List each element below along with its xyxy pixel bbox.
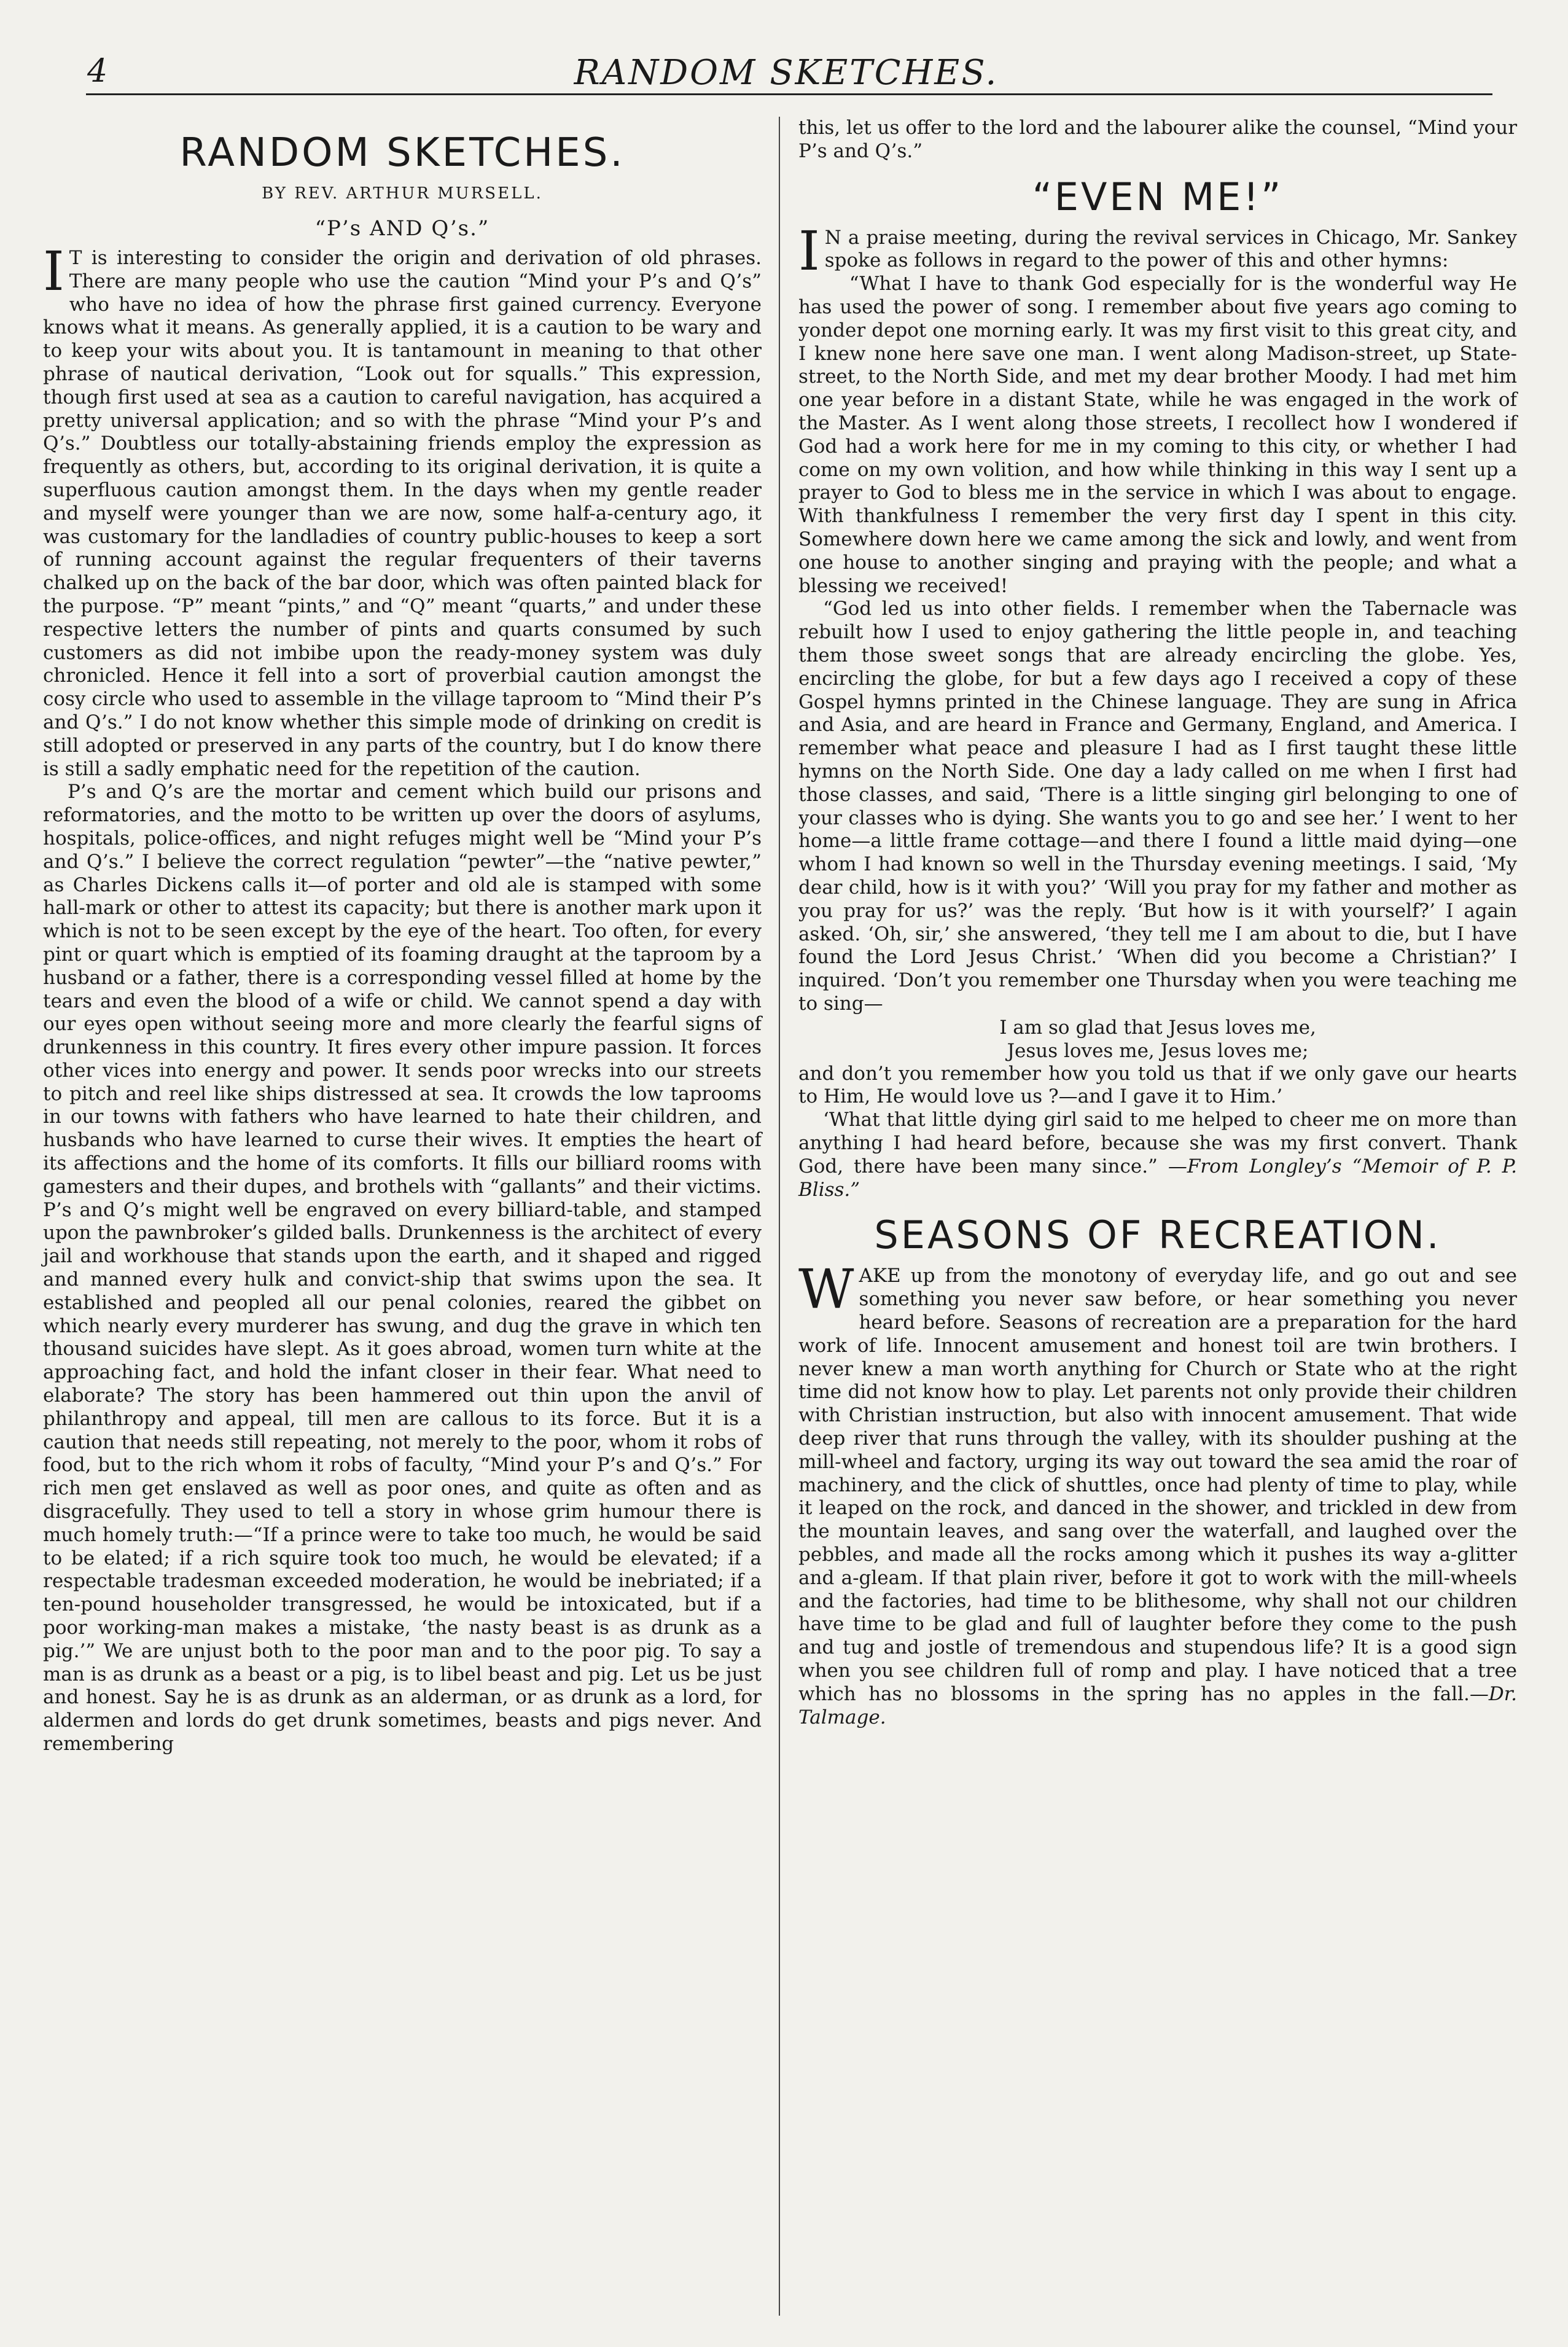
article-title-seasons-of-recreation: SEASONS OF RECREATION. [874, 1213, 1441, 1258]
paragraph [798, 1109, 1517, 1201]
page-header [43, 53, 1529, 93]
paragraph-text: N a praise meeting, during the revival services in Chicago, Mr. Sankey spoke as follows in regard to the power of this and other hymns: [824, 226, 1517, 272]
page-number: 4 [87, 53, 108, 90]
continued-paragraph: this, let us offer to the lord and the labourer alike the counsel, “Mind your P’s and Q’s.” [798, 117, 1518, 162]
right-column [798, 117, 1517, 1729]
paragraph-text: AKE up from the monotony of everyday life, and go out and see something you never saw before, or hear something you never heard before. Seasons of recreation are a preparation for the hard work of life. Innocent amusement and honest toil are twin brothers. I never knew a man worth anything for Church or State who at the right time did not know how to play. Let parents not only provide their children with Christian instruction, but also with innocent amusement. That wide deep river that runs through the valley, with its shoulder pushing at the mill-wheel and factory, urging its way out toward the sea amid the roar of machinery, and the click of shuttles, once had plenty of time to play, while it leaped on the rock, and danced in the shower, and trickled in dew from the mountain leaves, and sang over the waterfall, and laughed over the pebbles, and made all the rocks among which it pushes its way a-glitter and a-gleam. If that plain river, before it got to work with the mill-wheels and the factories, had time to be blithesome, why shall not our children have time to be glad and full of laughter before they come to the push and tug and jostle of tremendous and stupendous life? It is a good sign when you see children full of romp and play. I have noticed that a tree which has no blossoms in the spring has no apples in the fall. [798, 1265, 1517, 1705]
verse-line: I am so glad that Jesus loves me, [999, 1016, 1316, 1039]
verse-line: Jesus loves me, Jesus loves me; [1007, 1039, 1309, 1062]
byline: BY REV. ARTHUR MURSELL. [262, 184, 543, 203]
attribution: —Dr. Talmage. [798, 1682, 1517, 1728]
attribution: —From Longley’s “Memoir of P. P. Bliss.” [798, 1155, 1517, 1201]
drop-cap: W [798, 1257, 854, 1321]
article-subhead: “P’s AND Q’s.” [314, 216, 490, 241]
paragraph-text: ‘What that little dying girl said to me helped to cheer me on more than anything I had heard before, because she was my first convert. Thank God, there have been many since.” [798, 1109, 1517, 1177]
running-title: RANDOM SKETCHES. [574, 53, 999, 93]
left-column [43, 117, 762, 1756]
drop-cap: I [43, 240, 64, 303]
paragraph [798, 219, 1517, 283]
paragraph: “God led us into other fields. I remember when the Tabernacle was rebuilt how I used to enjoy gathering the little people in, and teaching them those sweet songs that are already encircling the globe. Yes, encircling the globe, for but a few days ago I received a copy of these Gospel hymns printed in the Chinese language. They are sung in Africa and Asia, and are heard in France and Germany, England, and America. I remember what peace and pleasure I had as I first taught these little hymns on the North Side. One day a lady called on me when I first had those classes, and said, ‘There is a little singing girl belonging to one of your classes who is dying. She wants you to go and see her.’ I went to her home—a little frame cottage—and there I found a little maid dying—one whom I had known so well in the Thursday evening meetings. I said, ‘My dear child, how is it with you?’ ‘Will you pray for my father and mother as you pray for us?’ was the reply. ‘But how is it with yourself?’ I again asked. ‘Oh, sir,’ she answered, ‘they tell me I am about to die, but I have found the Lord Jesus Christ.’ ‘When did you become a Christian?’ I inquired. ‘Don’t you remember one Thursday when you were teaching me to sing— [798, 598, 1517, 1015]
column-divider [779, 117, 780, 2316]
article-title-even-me: “EVEN ME!” [1032, 174, 1284, 219]
paragraph: and don’t you remember how you told us that if we only gave our hearts to Him, He would love us ?—and I gave it to Him.’ [798, 1062, 1517, 1108]
header-rule [86, 93, 1492, 95]
drop-cap: I [798, 219, 820, 283]
paragraph: “What I have to thank God especially for is the wonderful way He has used the power of song. I remember about five years ago coming to yonder depot one morning early. It was my first visit to this great city, and I knew none here save one man. I went along Madison-street, up State-street, to the North Side, and met my dear brother Moody. I had met him one year before in a distant State, while he was engaged in the work of the Master. As I went along those streets, I recollect how I wondered if God had a work here for me in my coming to this city, or whether I had come on my own volition, and how while thinking in this way I sent up a prayer to God to bless me in the service in which I was about to engage. With thankfulness I remember the very first day I spent in this city. Somewhere down here we came among the sick and lowly, and went from one house to another singing and praying with the people; and what a blessing we received! [798, 273, 1517, 597]
paragraph: P’s and Q’s are the mortar and cement which build our prisons and reformatories, and the motto to be written up over the doors of asylums, hospitals, police-offices, and night refuges might well be “Mind your P’s and Q’s.” I believe the correct regulation “pewter”—the “native pewter,” as Charles Dickens calls it—of porter and old ale is stamped with some hall-mark or other to attest its capacity; but there is another mark upon it which is not to be seen except by the eye of the heart. Too often, for every pint or quart which is emptied of its foaming draught at the taproom by a husband or a father, there is a corresponding vessel filled at home by the tears and even the blood of a wife or child. We cannot spend a day with our eyes open without seeing more and more clearly the fearful signs of drunkenness in this country. It fires every other impure passion. It forces other vices into energy and power. It sends poor wrecks into our streets to pitch and reel like ships distressed at sea. It crowds the low taprooms in our towns with fathers who have learned to hate their children, and husbands who have learned to curse their wives. It empties the heart of its affections and the home of its comforts. It fills our billiard rooms with gamesters and their dupes, and brothels with “gallants” and their victims. P’s and Q’s might well be engraved on every billiard-table, and stamped upon the pawnbroker’s gilded balls. Drunkenness is the architect of every jail and workhouse that stands upon the earth, and it shaped and rigged and manned every hulk and convict-ship that swims upon the sea. It established and peopled all our penal colonies, reared the gibbet on which nearly every murderer has swung, and dug the grave in which ten thousand suicides have slept. As it goes abroad, women turn white at the approaching fact, and hold the infant closer in their fear. What need to elaborate? The story has been hammered out thin upon the anvil of philanthropy and appeal, till men are callous to its force. But it is a caution that needs still repeating, not merely to the poor, whom it robs of food, but to the rich whom it robs of faculty, “Mind your P’s and Q’s.” For rich men get enslaved as well as poor ones, and quite as often and as disgracefully. They used to tell a story in whose grim humour there is much homely truth:—“If a prince were to take too much, he would be said to be elated; if a rich squire took too much, he would be elevated; if a respectable tradesman exceeded moderation, he would be inebriated; if a ten-pound householder transgressed, he would be intoxicated, but if a poor working-man makes a mistake, ‘the nasty beast is as drunk as a pig.’” We are unjust both to the poor man and to the poor pig. To say a man is as drunk as a beast or a pig, is to libel beast and pig. Let us be just and honest. Say he is as drunk as an alderman, or as drunk as a lord, for aldermen and lords do get drunk sometimes, beasts and pigs never. And remembering [43, 781, 762, 1755]
paragraph-text: T is interesting to consider the origin and derivation of old phrases. There are many people who use the caution “Mind your P’s and Q’s” who have no idea of how the phrase first gained currency. Everyone knows what it means. As generally applied, it is a caution to be wary and to keep your wits about you. It is tantamount in meaning to that other phrase of nautical derivation, “Look out for squalls.” This expression, though first used at sea as a caution to careful navigation, has acquired a pretty universal application; and so with the phrase “Mind your P’s and Q’s.” Doubtless our totally-abstaining friends employ the expression as frequently as others, but, according to its original derivation, it is quite a superfluous caution amongst them. In the days when my gentle reader and myself were younger than we are now, some half-a-century ago, it was customary for the landladies of country public-houses to keep a sort of running account against the regular frequenters of their taverns chalked up on the back of the bar door, which was often painted black for the purpose. “P” meant “pints,” and “Q” meant “quarts,” and under these respective letters the number of pints and quarts consumed by such customers as did not imbibe upon the ready-money system was duly chronicled. Hence it fell into a sort of proverbial caution amongst the cosy circle who used to assemble in the village taproom to “Mind their P’s and Q’s.” I do not know whether this simple mode of drinking on credit is still adopted or preserved in any parts of the country, but I do know there is still a sadly emphatic need for the repetition of the caution. [43, 247, 762, 780]
article-title-random-sketches: RANDOM SKETCHES. [179, 130, 625, 176]
paragraph [798, 1257, 1517, 1729]
paragraph [43, 240, 762, 781]
